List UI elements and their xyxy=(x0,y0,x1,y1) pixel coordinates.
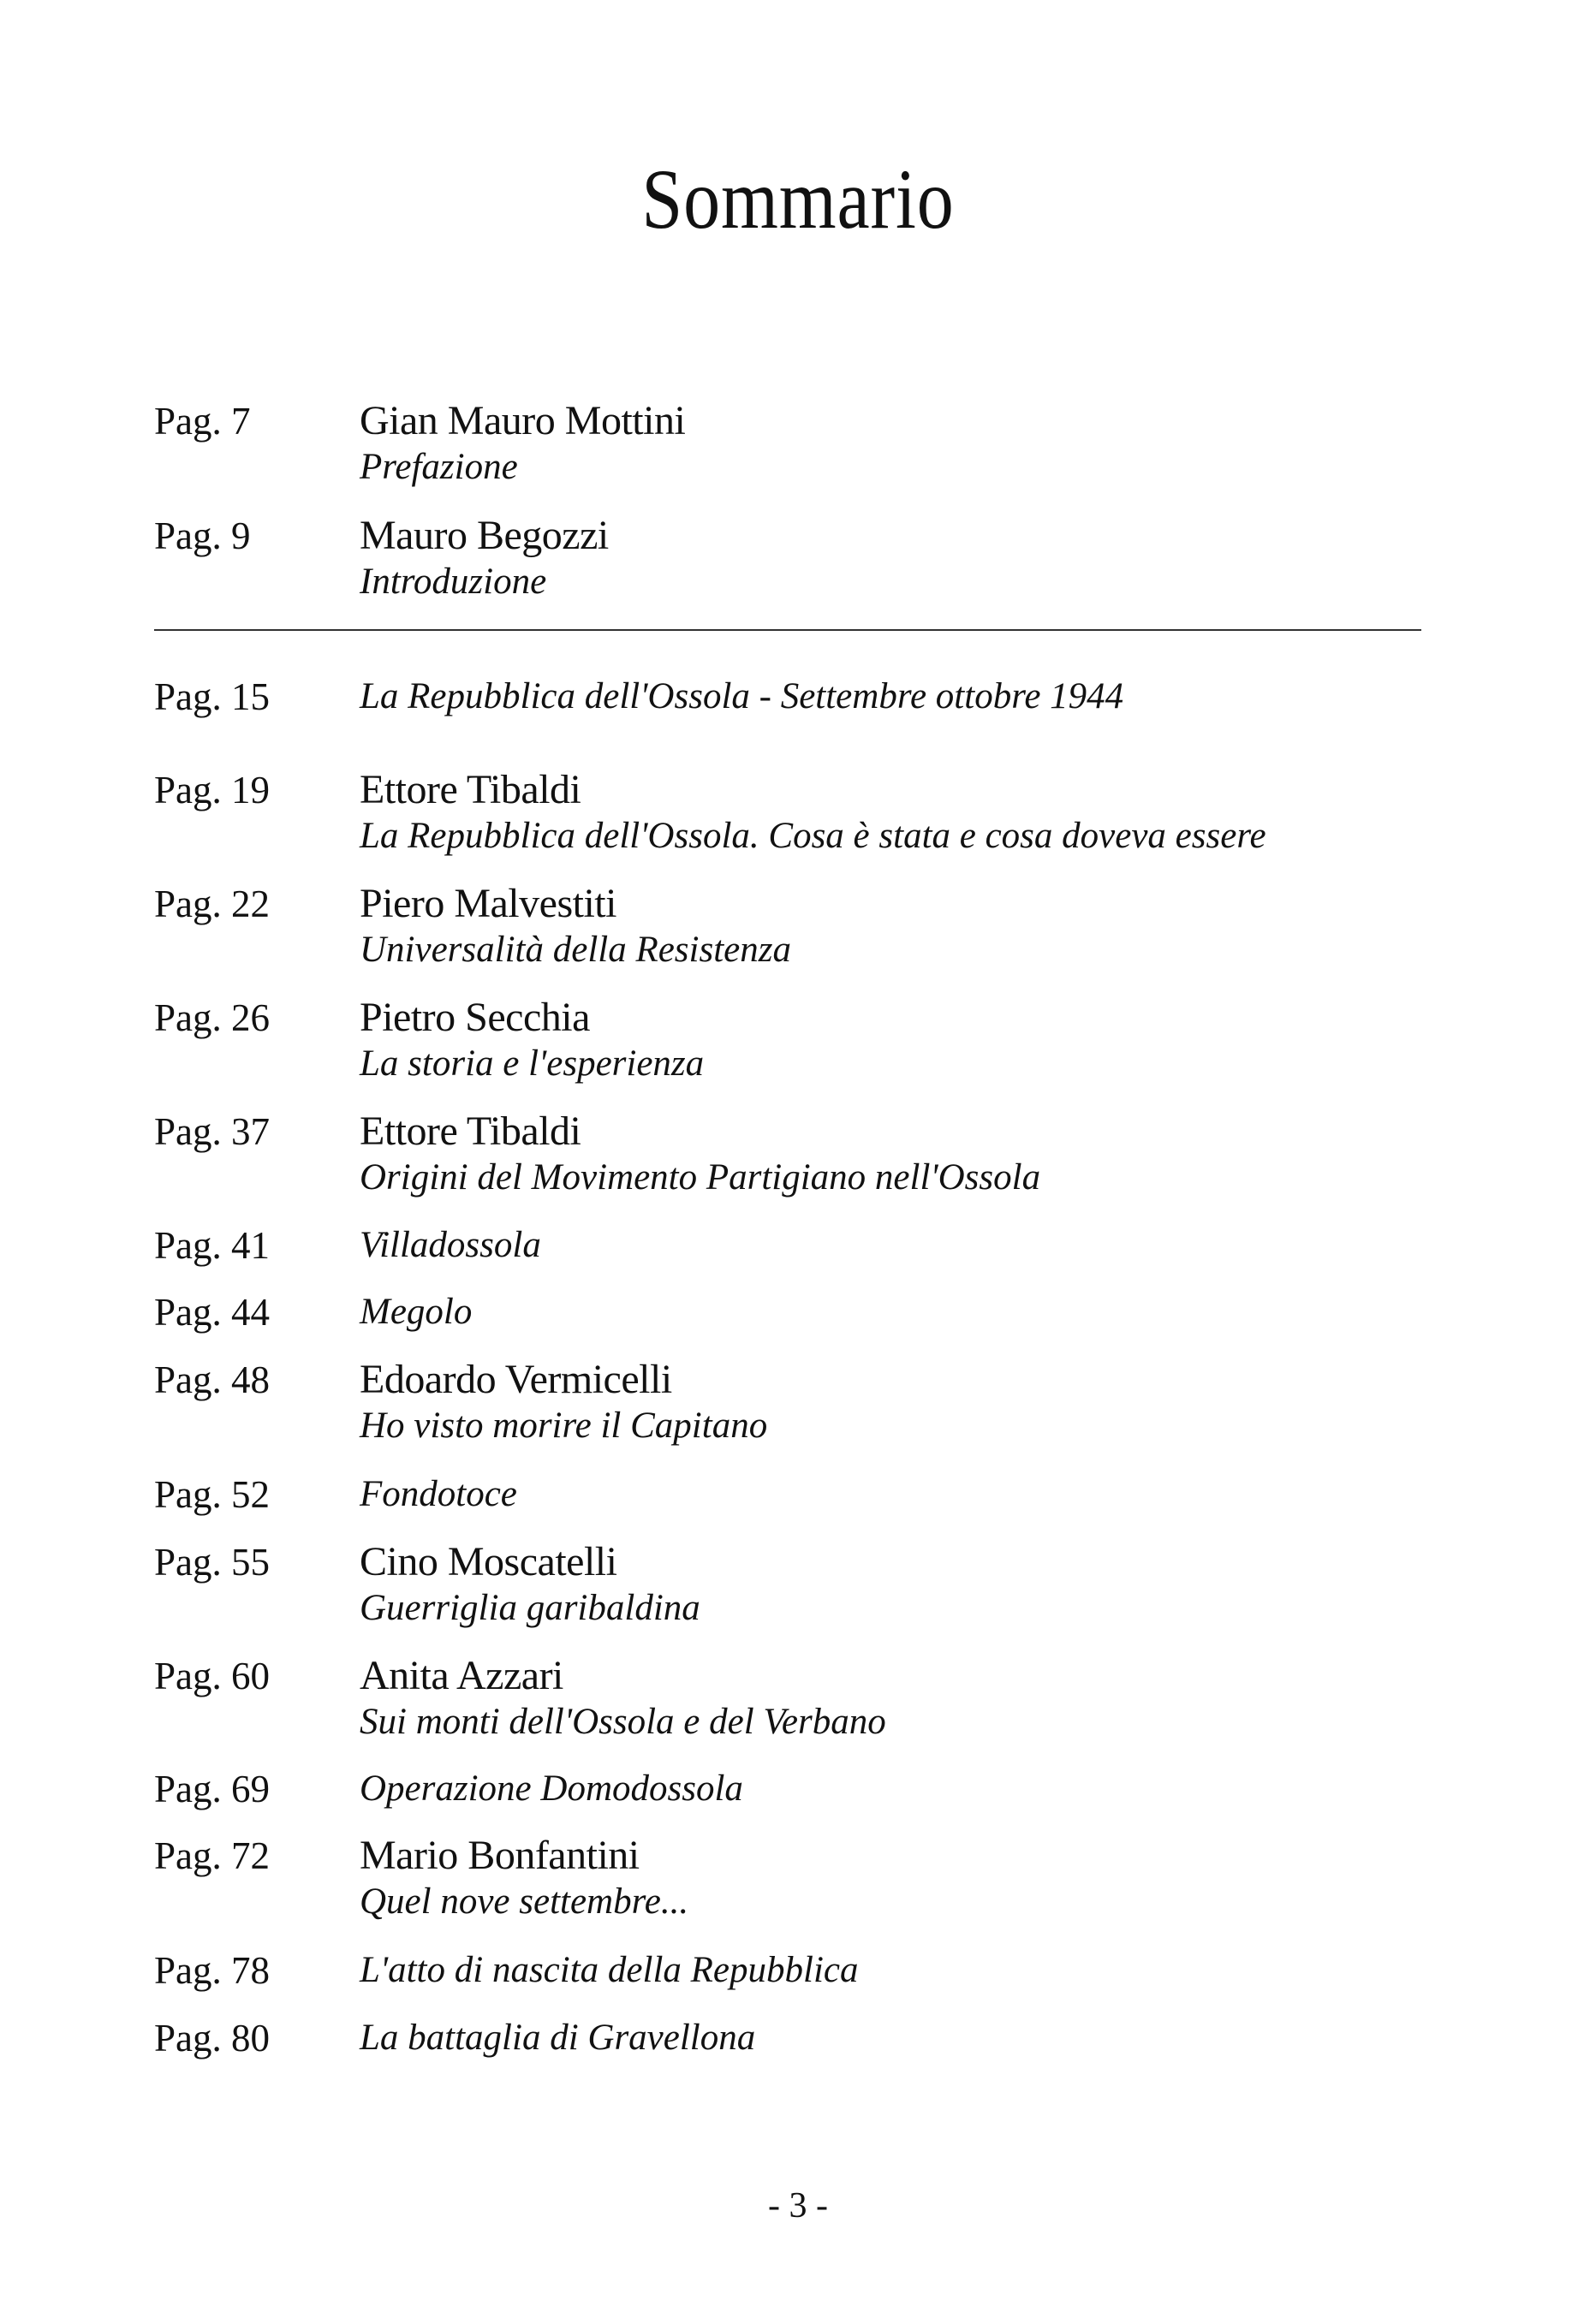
toc-work-title: La storia e l'esperienza xyxy=(360,1043,705,1084)
toc-work-title: Ho visto morire il Capitano xyxy=(360,1406,768,1446)
toc-author: Pietro Secchia xyxy=(360,995,590,1040)
toc-page-ref: Pag. 41 xyxy=(154,1224,270,1267)
toc-work-title: Villadossola xyxy=(360,1225,541,1265)
toc-page-ref: Pag. 26 xyxy=(154,996,270,1039)
toc-work-title: Origini del Movimento Partigiano nell'Ossola xyxy=(360,1157,1041,1198)
toc-work-title: Fondotoce xyxy=(360,1474,517,1514)
toc-work-title: Guerriglia garibaldina xyxy=(360,1588,700,1628)
toc-page-ref: Pag. 60 xyxy=(154,1655,270,1697)
toc-page-ref: Pag. 48 xyxy=(154,1358,270,1401)
toc-page-ref: Pag. 44 xyxy=(154,1291,270,1334)
toc-page-ref: Pag. 9 xyxy=(154,514,251,557)
toc-page-ref: Pag. 7 xyxy=(154,400,251,443)
toc-work-title: Universalità della Resistenza xyxy=(360,930,791,970)
toc-author: Mario Bonfantini xyxy=(360,1833,640,1878)
toc-page-ref: Pag. 72 xyxy=(154,1834,270,1877)
toc-page-ref: Pag. 19 xyxy=(154,769,270,811)
toc-work-title: L'atto di nascita della Repubblica xyxy=(360,1950,859,1990)
toc-work-title: Prefazione xyxy=(360,447,518,487)
page-number: - 3 - xyxy=(768,2186,828,2226)
toc-page-ref: Pag. 22 xyxy=(154,883,270,925)
toc-page-ref: Pag. 15 xyxy=(154,675,270,718)
toc-page-ref: Pag. 69 xyxy=(154,1768,270,1810)
toc-work-title: La battaglia di Gravellona xyxy=(360,2018,756,2058)
toc-author: Edoardo Vermicelli xyxy=(360,1357,672,1402)
toc-work-title: Operazione Domodossola xyxy=(360,1768,743,1809)
toc-work-title: La Repubblica dell'Ossola - Settembre ottobre 1944 xyxy=(360,676,1124,716)
toc-work-title: Quel nove settembre... xyxy=(360,1881,689,1922)
section-divider xyxy=(154,629,1421,631)
page-title: Sommario xyxy=(641,152,955,247)
toc-work-title: Sui monti dell'Ossola e del Verbano xyxy=(360,1702,886,1742)
toc-author: Gian Mauro Mottini xyxy=(360,398,686,443)
toc-author: Mauro Begozzi xyxy=(360,513,609,558)
toc-page-ref: Pag. 78 xyxy=(154,1949,270,1992)
toc-page-ref: Pag. 37 xyxy=(154,1110,270,1153)
toc-page-ref: Pag. 52 xyxy=(154,1473,270,1516)
toc-work-title: Megolo xyxy=(360,1292,473,1332)
toc-author: Cino Moscatelli xyxy=(360,1539,617,1584)
toc-work-title: La Repubblica dell'Ossola. Cosa è stata e cosa doveva essere xyxy=(360,816,1266,856)
toc-author: Ettore Tibaldi xyxy=(360,767,581,812)
toc-author: Piero Malvestiti xyxy=(360,881,616,926)
toc-author: Ettore Tibaldi xyxy=(360,1109,581,1154)
toc-work-title: Introduzione xyxy=(360,562,547,602)
toc-page-ref: Pag. 80 xyxy=(154,2017,270,2060)
toc-page-ref: Pag. 55 xyxy=(154,1541,270,1584)
toc-author: Anita Azzari xyxy=(360,1653,563,1698)
